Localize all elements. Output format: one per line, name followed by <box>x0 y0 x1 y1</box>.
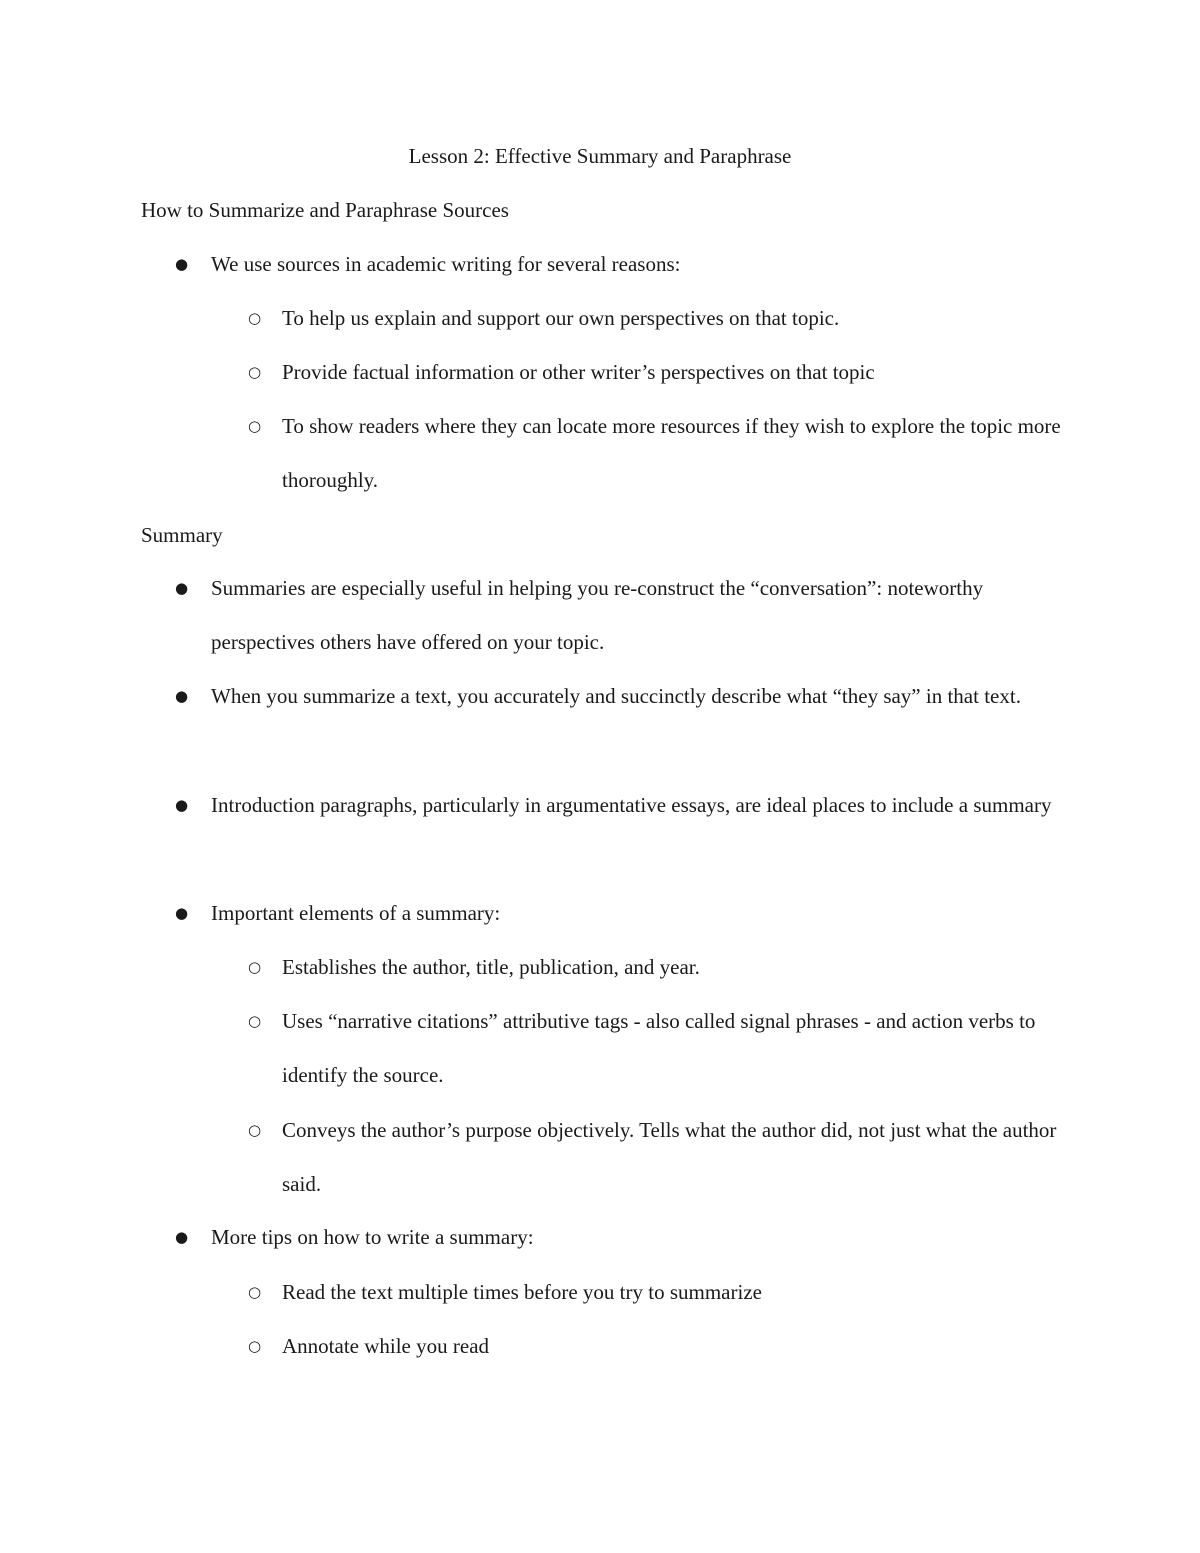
list-item <box>248 940 1072 994</box>
section-heading: How to Summarize and Paraphrase Sources <box>141 198 509 222</box>
list-item-text: We use sources in academic writing for several reasons: <box>211 252 681 276</box>
list-item-text: When you summarize a text, you accurately and succinctly describe what “they say” in that text. <box>211 684 1021 708</box>
list-item <box>248 1103 1072 1211</box>
list-item-text: Read the text multiple times before you try to summarize <box>282 1280 762 1304</box>
list-item <box>175 669 1061 723</box>
bullet-icon: ● <box>175 687 189 705</box>
bullet-icon: ● <box>175 796 189 814</box>
list-item-text: To show readers where they can locate more resources if they wish to explore the topic more thoroughly. <box>282 414 1061 492</box>
list-item-text: Summaries are especially useful in helping you re-construct the “conversation”: noteworthy perspectives others have offered on your topic. <box>211 576 984 654</box>
circle-bullet-icon: ○ <box>248 309 262 327</box>
list-item-text: Provide factual information or other writer’s perspectives on that topic <box>282 360 875 384</box>
list-item <box>175 237 1061 291</box>
list-item-text: To help us explain and support our own perspectives on that topic. <box>282 306 840 330</box>
list-item <box>175 778 1061 832</box>
list-item <box>248 291 1072 345</box>
circle-bullet-icon: ○ <box>248 363 262 381</box>
circle-bullet-icon: ○ <box>248 1283 262 1301</box>
list-item <box>175 886 1061 940</box>
list-item <box>175 1210 1061 1264</box>
circle-bullet-icon: ○ <box>248 1121 262 1139</box>
circle-bullet-icon: ○ <box>248 1012 262 1030</box>
list-item-text: Conveys the author’s purpose objectively. Tells what the author did, not just what the author said. <box>282 1118 1057 1196</box>
bullet-icon: ● <box>175 579 189 597</box>
section-heading: Summary <box>141 523 223 547</box>
list-item <box>175 561 1061 669</box>
list-item-text: Uses “narrative citations” attributive tags - also called signal phrases - and action verbs to identify the source. <box>282 1009 1036 1087</box>
list-item-text: Introduction paragraphs, particularly in argumentative essays, are ideal places to include a summary <box>211 793 1052 817</box>
circle-bullet-icon: ○ <box>248 417 262 435</box>
bullet-icon: ● <box>175 1228 189 1246</box>
circle-bullet-icon: ○ <box>248 1337 262 1355</box>
list-item <box>248 399 1072 507</box>
bullet-icon: ● <box>175 904 189 922</box>
list-item <box>248 345 1072 399</box>
list-item <box>248 1319 1072 1373</box>
list-item-text: Annotate while you read <box>282 1334 490 1358</box>
list-item <box>248 1265 1072 1319</box>
circle-bullet-icon: ○ <box>248 958 262 976</box>
list-item-text: Important elements of a summary: <box>211 901 501 925</box>
page-title: Lesson 2: Effective Summary and Paraphrase <box>408 144 792 168</box>
list-item-text: More tips on how to write a summary: <box>211 1225 534 1249</box>
list-item-text: Establishes the author, title, publication, and year. <box>282 955 700 979</box>
list-item <box>248 994 1072 1102</box>
bullet-icon: ● <box>175 255 189 273</box>
